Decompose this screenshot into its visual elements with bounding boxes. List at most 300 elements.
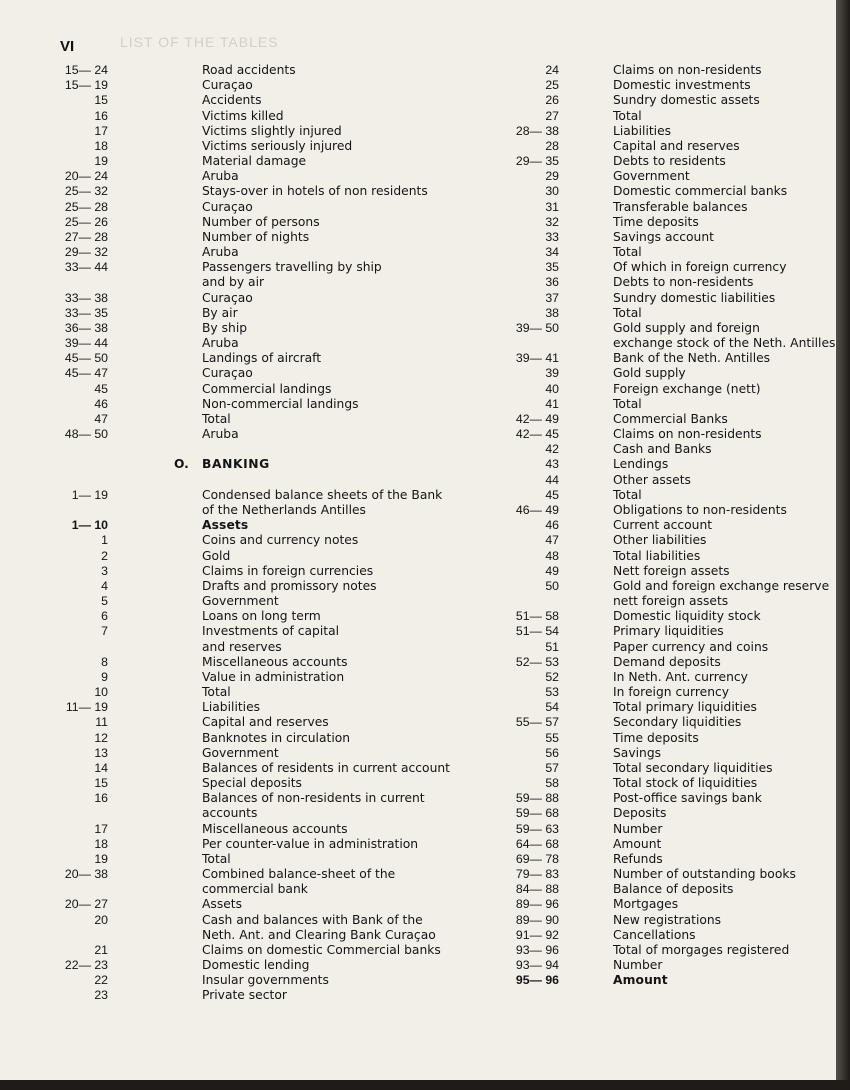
table-number: 40 [545, 381, 559, 396]
index-entry [505, 882, 835, 897]
table-number: 48 [545, 548, 559, 563]
index-entry [505, 366, 835, 381]
index-entry [56, 670, 456, 685]
entry-label: Coins and currency notes [202, 533, 359, 548]
table-number: 25— 26 [64, 214, 108, 229]
table-number: 49 [545, 563, 559, 578]
index-entry [56, 943, 456, 958]
entry-label: Gold [202, 548, 231, 563]
table-number: 39— 41 [515, 351, 559, 366]
spacer [56, 442, 456, 457]
entry-label: Value in administration [202, 669, 345, 684]
entry-label: Claims on non-residents [613, 63, 762, 77]
index-entry [505, 609, 835, 624]
entry-label: Balance of deposits [613, 882, 734, 897]
index-entry [505, 640, 835, 655]
table-number: 46 [94, 396, 108, 411]
table-number: 1— 19 [71, 487, 108, 502]
entry-label: Non-commercial landings [202, 396, 359, 411]
table-number: 55— 57 [515, 715, 559, 730]
entry-label: Other liabilities [613, 533, 707, 548]
entry-label: Domestic liquidity stock [613, 609, 761, 624]
entry-label: nett foreign assets [613, 594, 729, 609]
index-entry [505, 412, 835, 427]
table-number: 51 [545, 639, 559, 654]
table-number: 35 [545, 260, 559, 275]
entry-label: Stays-over in hotels of non residents [202, 184, 428, 199]
table-number: 91— 92 [515, 927, 559, 942]
table-number: 32 [545, 214, 559, 229]
entry-label: Gold and foreign exchange reserve [613, 578, 830, 593]
index-entry [56, 124, 456, 139]
index-entry [505, 867, 835, 882]
index-entry [505, 200, 835, 215]
index-entry [505, 336, 835, 351]
entry-label: Lendings [613, 457, 669, 472]
entry-label: Per counter-value in administration [202, 836, 419, 851]
index-entry [56, 230, 456, 245]
index-entry [505, 260, 835, 275]
index-entry [56, 169, 456, 184]
index-entry [505, 852, 835, 867]
index-entry [56, 988, 456, 1003]
table-number: 42— 45 [515, 427, 559, 442]
index-entry [505, 397, 835, 412]
entry-label: Road accidents [202, 63, 296, 77]
entry-label: New registrations [613, 912, 722, 927]
entry-label: Total [613, 487, 642, 502]
entry-label: Combined balance-sheet of the [202, 867, 396, 882]
entry-label: Number [613, 821, 663, 836]
table-number: 1 [101, 533, 108, 548]
entry-label: Aruba [202, 427, 239, 442]
entry-label: Cash and balances with Bank of the [202, 912, 423, 927]
table-number: 20 [94, 912, 108, 927]
table-number: 89— 96 [515, 897, 559, 912]
index-entry [505, 154, 835, 169]
entry-label: Total [613, 245, 642, 260]
entry-label: In foreign currency [613, 685, 730, 700]
index-entry [56, 655, 456, 670]
entry-label: Total stock of liquidities [613, 776, 758, 791]
index-entry [505, 109, 835, 124]
entry-label: Curaçao [202, 366, 253, 381]
table-number: 29— 32 [64, 245, 108, 260]
entry-label: Aruba [202, 336, 239, 351]
index-entry [56, 791, 456, 806]
index-entry [505, 291, 835, 306]
index-entry [56, 306, 456, 321]
page-edge-shadow [836, 0, 850, 1090]
table-number: 25— 32 [64, 184, 108, 199]
entry-label: Special deposits [202, 776, 302, 791]
index-entry [56, 594, 456, 609]
index-entry [505, 63, 835, 78]
table-number: 58 [545, 776, 559, 791]
entry-label: Curaçao [202, 199, 253, 214]
entry-label: Government [202, 594, 279, 609]
table-number: 52 [545, 669, 559, 684]
index-entry [505, 655, 835, 670]
table-number: 95— 96 [515, 973, 559, 988]
table-number: 93— 96 [515, 942, 559, 957]
table-number: 52— 53 [515, 654, 559, 669]
entry-label: Total of morgages registered [613, 942, 790, 957]
entry-label: Balances of non-residents in current [202, 791, 425, 806]
table-number: 39— 44 [64, 336, 108, 351]
bleed-through-heading: LIST OF THE TABLES [120, 34, 279, 50]
table-number: 45 [94, 381, 108, 396]
section-title: BANKING [202, 457, 270, 472]
index-entry [56, 564, 456, 579]
index-entry [505, 503, 835, 518]
entry-label: Domestic investments [613, 78, 751, 93]
table-number: 18 [94, 836, 108, 851]
table-number: 33— 44 [64, 260, 108, 275]
index-entry [505, 943, 835, 958]
entry-label: Transferable balances [613, 199, 748, 214]
entry-label: In Neth. Ant. currency [613, 669, 748, 684]
index-entry [56, 913, 456, 928]
index-entry [505, 806, 835, 821]
entry-label: Loans on long term [202, 609, 321, 624]
index-entry [505, 958, 835, 973]
entry-label: accounts [202, 806, 258, 821]
table-number: 21 [94, 942, 108, 957]
index-entry [56, 215, 456, 230]
table-number: 19 [94, 154, 108, 169]
table-number: 16 [94, 791, 108, 806]
entry-label: Deposits [613, 806, 667, 821]
index-entry [505, 275, 835, 290]
entry-label: commercial bank [202, 882, 308, 897]
table-number: 47 [545, 533, 559, 548]
index-entry [56, 291, 456, 306]
index-entry [56, 867, 456, 882]
index-entry [56, 518, 456, 533]
table-number: 41 [545, 396, 559, 411]
table-number: 1— 10 [71, 518, 108, 533]
index-entry [505, 776, 835, 791]
index-entry [505, 579, 835, 594]
entry-label: of the Netherlands Antilles [202, 502, 366, 517]
entry-label: Obligations to non-residents [613, 502, 787, 517]
table-number: 4 [101, 578, 108, 593]
table-number: 79— 83 [515, 867, 559, 882]
table-number: 23 [94, 988, 108, 1003]
index-entry [505, 761, 835, 776]
table-number: 20— 24 [64, 169, 108, 184]
table-number: 29 [545, 169, 559, 184]
table-number: 17 [94, 821, 108, 836]
entry-label: By air [202, 305, 238, 320]
entry-label: Savings account [613, 229, 714, 244]
index-entry [56, 321, 456, 336]
table-number: 27 [545, 108, 559, 123]
index-entry [505, 685, 835, 700]
index-entry [505, 457, 835, 472]
table-number: 27— 28 [64, 229, 108, 244]
table-number: 47 [94, 411, 108, 426]
entry-label: Gold supply and foreign [613, 320, 760, 335]
entry-label: Capital and reserves [613, 138, 740, 153]
table-number: 93— 94 [515, 958, 559, 973]
table-number: 30 [545, 184, 559, 199]
entry-label: Time deposits [613, 730, 699, 745]
index-entry [56, 882, 456, 897]
entry-label: Commercial Banks [613, 411, 728, 426]
entry-label: Nett foreign assets [613, 563, 730, 578]
entry-label: Aruba [202, 169, 239, 184]
section-letter: O. [174, 457, 189, 472]
entry-label: Material damage [202, 154, 307, 169]
entry-label: Liabilities [613, 123, 672, 138]
entry-label: Claims on non-residents [613, 427, 762, 442]
entry-label: Government [202, 745, 279, 760]
index-entry [505, 913, 835, 928]
index-entry [56, 776, 456, 791]
entry-label: Refunds [613, 851, 663, 866]
entry-label: Gold supply [613, 366, 686, 381]
table-number: 9 [101, 669, 108, 684]
entry-label: Sundry domestic liabilities [613, 290, 776, 305]
table-number: 64— 68 [515, 836, 559, 851]
index-entry [505, 442, 835, 457]
entry-label: Claims on domestic Commercial banks [202, 942, 441, 957]
entry-label: Miscellaneous accounts [202, 654, 348, 669]
table-number: 26 [545, 93, 559, 108]
index-entry [56, 549, 456, 564]
table-number: 15— 24 [64, 63, 108, 77]
index-entry [505, 488, 835, 503]
index-entry [56, 78, 456, 93]
table-number: 45— 47 [64, 366, 108, 381]
index-entry [505, 518, 835, 533]
entry-label: Current account [613, 518, 713, 533]
entry-label: Domestic lending [202, 958, 310, 973]
index-entry [505, 897, 835, 912]
table-number: 45 [545, 487, 559, 502]
entry-label: Victims slightly injured [202, 123, 342, 138]
entry-label: Total [613, 305, 642, 320]
index-entry [505, 973, 835, 988]
table-number: 57 [545, 760, 559, 775]
table-number: 42— 49 [515, 411, 559, 426]
entry-label: and by air [202, 275, 265, 290]
index-entry [505, 473, 835, 488]
table-number: 8 [101, 654, 108, 669]
table-number: 15 [94, 93, 108, 108]
index-entry [56, 154, 456, 169]
index-entry [56, 200, 456, 215]
table-number: 59— 88 [515, 791, 559, 806]
index-entry [505, 230, 835, 245]
entry-label: Neth. Ant. and Clearing Bank Curaçao [202, 927, 436, 942]
index-entry [56, 427, 456, 442]
entry-label: Domestic commercial banks [613, 184, 788, 199]
index-entry [56, 184, 456, 199]
table-number: 45— 50 [64, 351, 108, 366]
index-entry [56, 336, 456, 351]
section-heading [56, 457, 456, 472]
index-entry [505, 321, 835, 336]
table-number: 84— 88 [515, 882, 559, 897]
index-entry [56, 139, 456, 154]
table-number: 51— 54 [515, 624, 559, 639]
index-entry [56, 579, 456, 594]
table-number: 44 [545, 472, 559, 487]
table-number: 28— 38 [515, 123, 559, 138]
table-number: 16 [94, 108, 108, 123]
entry-label: Primary liquidities [613, 624, 724, 639]
index-entry [505, 928, 835, 943]
table-number: 46— 49 [515, 502, 559, 517]
table-number: 39 [545, 366, 559, 381]
entry-label: Cash and Banks [613, 442, 712, 457]
index-entry [505, 169, 835, 184]
spacer [56, 473, 456, 488]
entry-label: Mortgages [613, 897, 679, 912]
page-number: VI [60, 38, 75, 55]
index-entry [505, 564, 835, 579]
entry-label: Passengers travelling by ship [202, 260, 382, 275]
table-number: 24 [545, 63, 559, 77]
table-number: 25— 28 [64, 199, 108, 214]
index-entry [505, 184, 835, 199]
table-number: 59— 63 [515, 821, 559, 836]
table-number: 12 [94, 730, 108, 745]
entry-label: Cancellations [613, 927, 696, 942]
index-entry [56, 609, 456, 624]
table-number: 14 [94, 760, 108, 775]
entry-label: Total [613, 108, 642, 123]
entry-label: Assets [202, 518, 249, 533]
entry-label: Savings [613, 745, 662, 760]
table-number: 11 [95, 715, 108, 730]
table-number: 22— 23 [64, 958, 108, 973]
index-entry [56, 275, 456, 290]
table-number: 15 [94, 776, 108, 791]
table-number: 39— 50 [515, 320, 559, 335]
table-number: 11— 19 [65, 700, 108, 715]
entry-label: Time deposits [613, 214, 699, 229]
entry-label: Amount [613, 836, 662, 851]
table-number: 22 [94, 973, 108, 988]
table-number: 51— 58 [515, 609, 559, 624]
table-number: 36 [545, 275, 559, 290]
entry-label: Accidents [202, 93, 262, 108]
table-number: 53 [545, 685, 559, 700]
index-entry [56, 746, 456, 761]
index-entry [505, 670, 835, 685]
index-entry [56, 715, 456, 730]
index-entry [505, 822, 835, 837]
entry-label: Liabilities [202, 700, 261, 715]
entry-label: Victims seriously injured [202, 138, 353, 153]
index-entry [505, 215, 835, 230]
entry-label: Number of outstanding books [613, 867, 796, 882]
entry-label: Number [613, 958, 663, 973]
table-number: 42 [545, 442, 559, 457]
table-number: 7 [101, 624, 108, 639]
index-entry [505, 549, 835, 564]
index-entry [56, 63, 456, 78]
entry-label: Capital and reserves [202, 715, 329, 730]
index-entry [56, 382, 456, 397]
index-entry [505, 382, 835, 397]
table-number: 54 [545, 700, 559, 715]
index-entry [56, 366, 456, 381]
index-entry [505, 139, 835, 154]
entry-label: Post-office savings bank [613, 791, 762, 806]
table-number: 20— 38 [64, 867, 108, 882]
table-number: 6 [101, 609, 108, 624]
index-entry [56, 488, 456, 503]
table-number: 25 [545, 78, 559, 93]
left-column [56, 63, 456, 1004]
index-entry [505, 533, 835, 548]
table-number: 59— 68 [515, 806, 559, 821]
index-entry [56, 533, 456, 548]
entry-label: Aruba [202, 245, 239, 260]
table-number: 50 [545, 578, 559, 593]
entry-label: Total [613, 396, 642, 411]
index-entry [505, 791, 835, 806]
entry-label: Curaçao [202, 78, 253, 93]
index-entry [56, 928, 456, 943]
entry-label: Drafts and promissory notes [202, 578, 377, 593]
index-entry [505, 78, 835, 93]
table-number: 3 [101, 563, 108, 578]
table-number: 48— 50 [64, 427, 108, 442]
table-number: 37 [545, 290, 559, 305]
index-entry [505, 427, 835, 442]
index-entry [505, 746, 835, 761]
entry-label: Foreign exchange (nett) [613, 381, 761, 396]
table-number: 46 [545, 518, 559, 533]
entry-label: Total [202, 411, 231, 426]
entry-label: Number of nights [202, 229, 310, 244]
table-number: 18 [94, 138, 108, 153]
entry-label: Miscellaneous accounts [202, 821, 348, 836]
table-number: 55 [545, 730, 559, 745]
table-number: 89— 90 [515, 912, 559, 927]
entry-label: Number of persons [202, 214, 320, 229]
entry-label: Banknotes in circulation [202, 730, 351, 745]
index-entry [56, 837, 456, 852]
index-entry [56, 624, 456, 639]
entry-label: Of which in foreign currency [613, 260, 787, 275]
table-number: 2 [101, 548, 108, 563]
table-number: 31 [545, 199, 559, 214]
table-number: 28 [545, 138, 559, 153]
index-entry [505, 837, 835, 852]
index-entry [56, 761, 456, 776]
table-number: 38 [545, 305, 559, 320]
entry-label: and reserves [202, 639, 282, 654]
entry-label: Amount [613, 973, 668, 988]
index-entry [56, 806, 456, 821]
entry-label: Commercial landings [202, 381, 332, 396]
table-number: 20— 27 [64, 897, 108, 912]
index-entry [505, 624, 835, 639]
table-number: 69— 78 [515, 851, 559, 866]
entry-label: Debts to residents [613, 154, 726, 169]
index-entry [505, 93, 835, 108]
index-entry [505, 306, 835, 321]
index-entry [56, 260, 456, 275]
entry-label: Balances of residents in current account [202, 760, 450, 775]
